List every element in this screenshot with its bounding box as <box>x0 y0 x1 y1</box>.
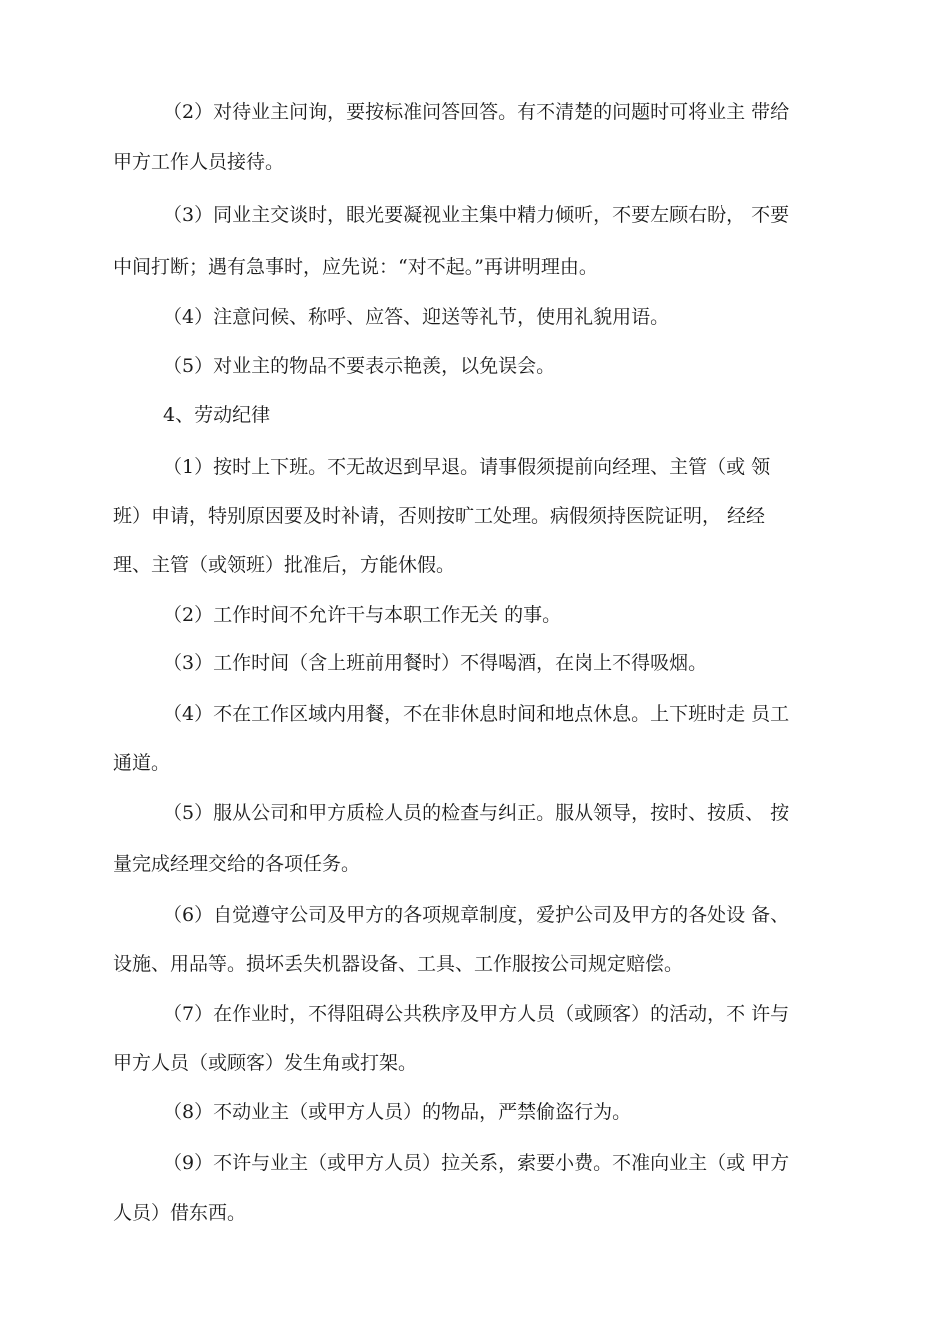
paragraph-line: （5）服从公司和甲方质检人员的检查与纠正。服从领导，按时、按质、 按 <box>163 802 790 824</box>
paragraph-line: 甲方工作人员接待。 <box>113 151 285 173</box>
paragraph-line: （4）不在工作区域内用餐，不在非休息时间和地点休息。上下班时走 员工 <box>163 703 790 725</box>
paragraph-line: （9）不许与业主（或甲方人员）拉关系，索要小费。不准向业主（或 甲方 <box>163 1152 790 1174</box>
paragraph-line: （1）按时上下班。不无故迟到早退。请事假须提前向经理、主管（或 领 <box>163 456 771 478</box>
paragraph-line: 人员）借东西。 <box>113 1202 247 1224</box>
paragraph-line: 中间打断；遇有急事时，应先说：“对不起。”再讲明理由。 <box>113 256 598 278</box>
paragraph-line: （2）工作时间不允许干与本职工作无关 的事。 <box>163 604 562 626</box>
paragraph-line: 班）申请，特别原因要及时补请，否则按旷工处理。病假须持医院证明， 经经 <box>113 505 766 527</box>
paragraph-line: 通道。 <box>113 752 171 774</box>
paragraph-line: 量完成经理交给的各项任务。 <box>113 853 361 875</box>
paragraph-line: （6）自觉遵守公司及甲方的各项规章制度，爱护公司及甲方的各处设 备、 <box>163 904 790 926</box>
paragraph-line: （2）对待业主问询，要按标准问答回答。有不清楚的问题时可将业主 带给 <box>163 101 790 123</box>
paragraph-line: 设施、用品等。损坏丢失机器设备、工具、工作服按公司规定赔偿。 <box>113 953 684 975</box>
paragraph-line: （8）不动业主（或甲方人员）的物品，严禁偷盗行为。 <box>163 1101 632 1123</box>
paragraph-line: （7）在作业时，不得阻碍公共秩序及甲方人员（或顾客）的活动，不 许与 <box>163 1003 790 1025</box>
paragraph-line: 理、主管（或领班）批准后，方能休假。 <box>113 554 456 576</box>
paragraph-line: 甲方人员（或顾客）发生角或打架。 <box>113 1052 418 1074</box>
paragraph-line: （5）对业主的物品不要表示艳羡，以免误会。 <box>163 355 556 377</box>
paragraph-line: （3）工作时间（含上班前用餐时）不得喝酒，在岗上不得吸烟。 <box>163 652 708 674</box>
paragraph-line: （4）注意问候、称呼、应答、迎送等礼节，使用礼貌用语。 <box>163 306 670 328</box>
paragraph-line: （3）同业主交谈时，眼光要凝视业主集中精力倾听，不要左顾右盼， 不要 <box>163 204 790 226</box>
section-heading: 4、劳动纪律 <box>163 404 271 426</box>
